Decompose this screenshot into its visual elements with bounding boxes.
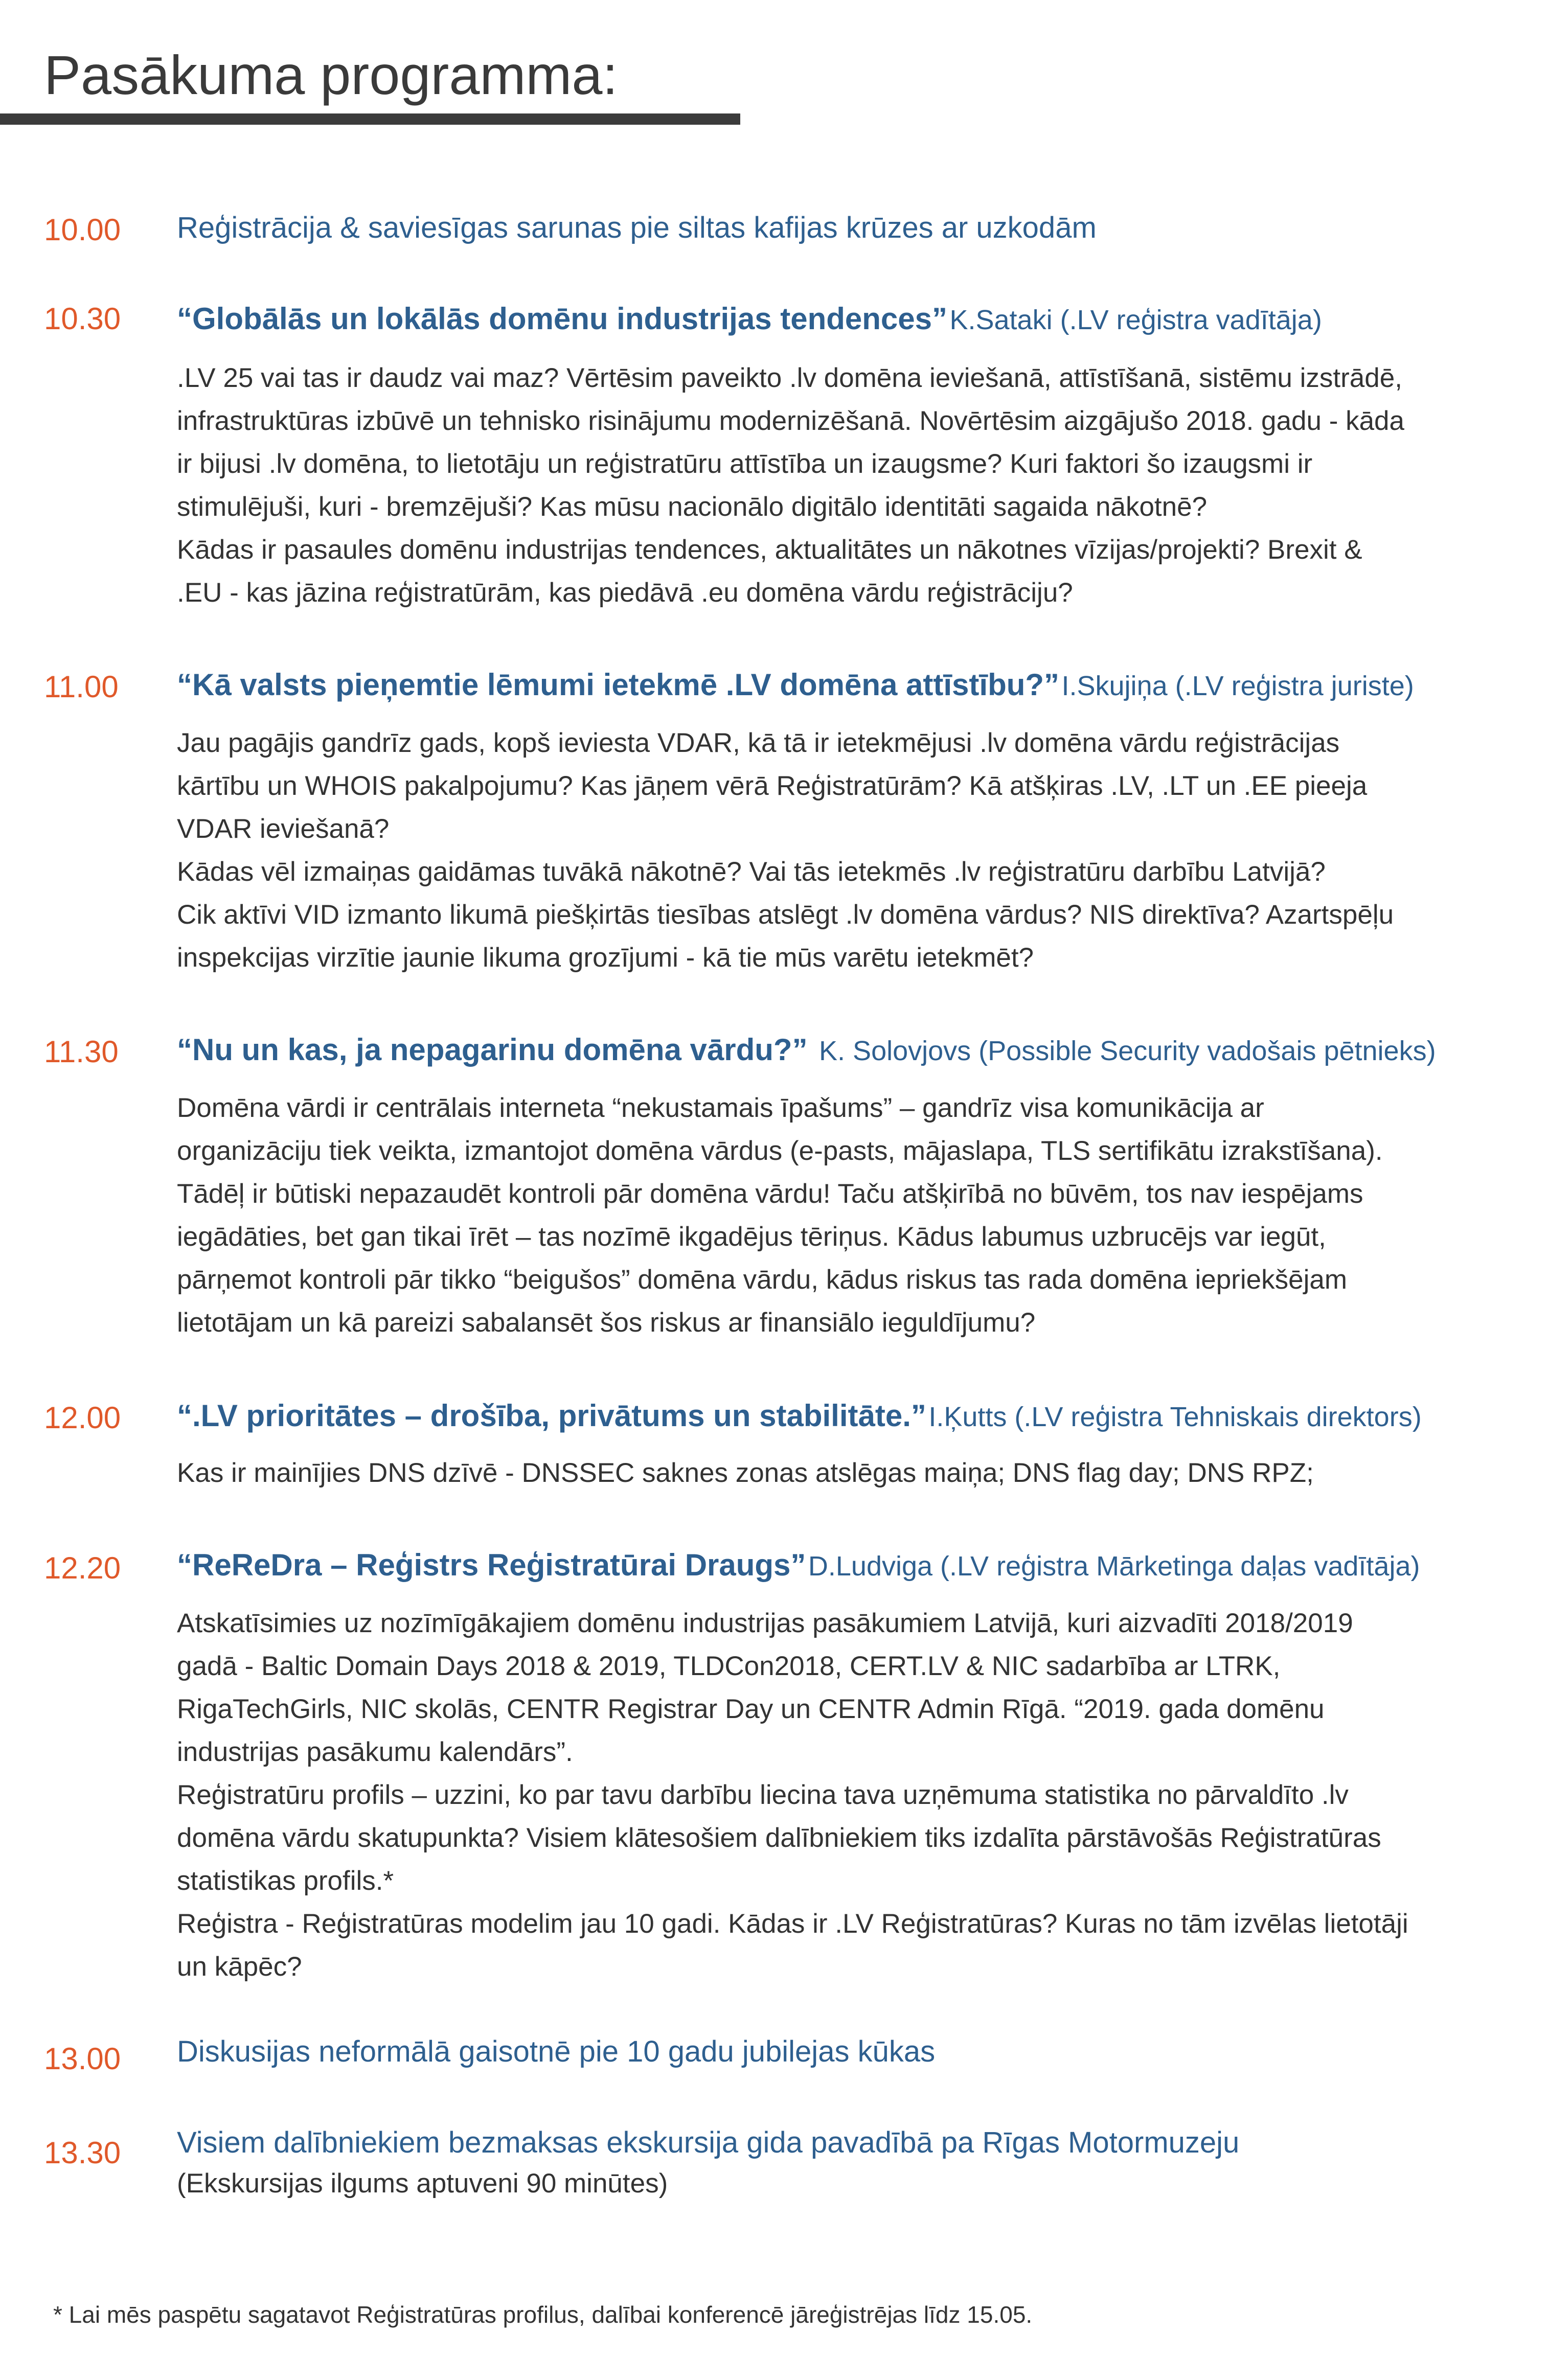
session-title: “Globālās un lokālās domēnu industrijas tendences” (177, 302, 948, 336)
description-line: infrastruktūras izbūvē un tehnisko risinājumu modernizēšanā. Novērtēsim aizgājušo 2018. gadu - kāda (177, 406, 1404, 436)
session-title: Reģistrācija & saviesīgas sarunas pie siltas kafijas krūzes ar uzkodām (177, 211, 1097, 244)
description-line: Atskatīsimies uz nozīmīgākajiem domēnu industrijas pasākumiem Latvijā, kuri aizvadīti 2018/2019 (177, 1608, 1353, 1638)
time-label: 11.00 (44, 670, 119, 704)
session-heading (177, 1397, 1516, 1444)
description-line: Domēna vārdi ir centrālais interneta “nekustamais īpašums” – gandrīz visa komunikācija ar (177, 1093, 1264, 1123)
title-underline (0, 113, 740, 125)
description-line: Kas ir mainījies DNS dzīvē - DNSSEC saknes zonas atslēgas maiņa; DNS flag day; DNS RPZ; (177, 1458, 1314, 1488)
description-line: lietotājam un kā pareizi sabalansēt šos riskus ar finansiālo ieguldījumu? (177, 1308, 1036, 1338)
description-line: Reģistra - Reģistratūras modelim jau 10 gadi. Kādas ir .LV Reģistratūras? Kuras no tām izvēlas lietotāji (177, 1909, 1408, 1939)
time-label: 11.30 (44, 1035, 119, 1069)
session-description (177, 357, 1496, 614)
session-speaker: K.Sataki (.LV reģistra vadītāja) (949, 305, 1322, 335)
description-line: Tādēļ ir būtiski nepazaudēt kontroli pār domēna vārdu! Taču atšķirībā no būvēm, tos nav iespējams (177, 1179, 1363, 1209)
session-title: “ReReDra – Reģistrs Reģistratūrai Draugs” (177, 1548, 806, 1582)
session-title: Diskusijas neformālā gaisotnē pie 10 gadu jubilejas kūkas (177, 2035, 936, 2068)
session-heading (177, 1031, 1516, 1078)
description-line: iegādāties, bet gan tikai īrēt – tas nozīmē ikgadējus tēriņus. Kādus labumus uzbrucējs var iegūt, (177, 1222, 1326, 1252)
time-label: 10.30 (44, 302, 121, 336)
description-line: Cik aktīvi VID izmanto likumā piešķirtās tiesības atslēgt .lv domēna vārdus? NIS direktīva? Azartspēļu (177, 900, 1394, 930)
time-label: 10.00 (44, 213, 121, 247)
description-line: pārņemot kontroli pār tikko “beigušos” domēna vārdu, kādus riskus tas rada domēna iepriekšējam (177, 1265, 1347, 1295)
time-label: 12.00 (44, 1401, 121, 1435)
description-line: Kādas ir pasaules domēnu industrijas tendences, aktualitātes un nākotnes vīzijas/projekti? Brexit & (177, 535, 1362, 565)
session-speaker: I.Skujiņa (.LV reģistra juriste) (1061, 671, 1414, 701)
description-line: kārtību un WHOIS pakalpojumu? Kas jāņem vērā Reģistratūrām? Kā atšķiras .LV, .LT un .EE pieeja (177, 771, 1368, 801)
session-speaker: D.Ludviga (.LV reģistra Mārketinga daļas vadītāja) (808, 1551, 1420, 1582)
description-line: inspekcijas virzītie jaunie likuma grozījumi - kā tie mūs varētu ietekmēt? (177, 943, 1034, 973)
description-line: .LV 25 vai tas ir daudz vai maz? Vērtēsim paveikto .lv domēna ieviešanā, attīstīšanā, sistēmu izstrādē, (177, 363, 1402, 393)
description-line: gadā - Baltic Domain Days 2018 & 2019, TLDCon2018, CERT.LV & NIC sadarbība ar LTRK, (177, 1651, 1281, 1681)
time-label: 12.20 (44, 1551, 121, 1585)
session-speaker: K. Solovjovs (Possible Security vadošais pētnieks) (819, 1036, 1436, 1066)
session-title: Visiem dalībniekiem bezmaksas ekskursija gida pavadībā pa Rīgas Motormuzeju (177, 2126, 1240, 2159)
session-heading (177, 1546, 1516, 1593)
description-line: industrijas pasākumu kalendārs”. (177, 1737, 573, 1767)
session-title: “Nu un kas, ja nepagarinu domēna vārdu?” (177, 1033, 808, 1067)
page-title: Pasākuma programma: (44, 44, 618, 106)
description-line: un kāpēc? (177, 1952, 302, 1982)
description-line: Jau pagājis gandrīz gads, kopš ieviesta VDAR, kā tā ir ietekmējusi .lv domēna vārdu reģistrācijas (177, 728, 1340, 758)
time-label: 13.30 (44, 2136, 121, 2170)
session-heading (177, 209, 1516, 255)
session-description (177, 2162, 1496, 2205)
session-title: “Kā valsts pieņemtie lēmumi ietekmē .LV domēna attīstību?” (177, 668, 1060, 702)
description-line: Reģistratūru profils – uzzini, ko par tavu darbību liecina tava uzņēmuma statistika no pārvaldīto .lv (177, 1780, 1349, 1810)
session-title: “.LV prioritātes – drošība, privātums un stabilitāte.” (177, 1399, 926, 1433)
description-line: domēna vārdu skatupunkta? Visiem klātesošiem dalībniekiem tiks izdalīta pārstāvošās Reģistratūras (177, 1823, 1381, 1853)
description-line: statistikas profils.* (177, 1866, 394, 1896)
description-line: (Ekskursijas ilgums aptuveni 90 minūtes) (177, 2168, 668, 2199)
description-line: stimulējuši, kuri - bremzējuši? Kas mūsu nacionālo digitālo identitāti sagaida nākotnē? (177, 492, 1208, 522)
description-line: RigaTechGirls, NIC skolās, CENTR Registrar Day un CENTR Admin Rīgā. “2019. gada domēnu (177, 1694, 1325, 1724)
description-line: organizāciju tiek veikta, izmantojot domēna vārdus (e-pasts, mājaslapa, TLS sertifikātu izrakstīšana). (177, 1136, 1383, 1166)
description-line: ir bijusi .lv domēna, to lietotāju un reģistratūru attīstība un izaugsme? Kuri faktori šo izaugsmi ir (177, 449, 1313, 479)
session-speaker: I.Ķutts (.LV reģistra Tehniskais direktors) (928, 1402, 1422, 1432)
session-description (177, 722, 1496, 979)
session-description (177, 1602, 1496, 1988)
description-line: .EU - kas jāzina reģistratūrām, kas piedāvā .eu domēna vārdu reģistrāciju? (177, 578, 1073, 608)
description-line: Kādas vēl izmaiņas gaidāmas tuvākā nākotnē? Vai tās ietekmēs .lv reģistratūru darbību Latvijā? (177, 857, 1326, 887)
time-label: 13.00 (44, 2042, 121, 2076)
session-heading (177, 666, 1516, 713)
description-line: VDAR ieviešanā? (177, 814, 390, 844)
session-heading (177, 300, 1516, 347)
session-description (177, 1087, 1496, 1344)
footnote: * Lai mēs paspētu sagatavot Reģistratūras profilus, dalībai konferencē jāreģistrējas līdz 15.05. (53, 2301, 1033, 2328)
session-heading (177, 2032, 1516, 2079)
session-description (177, 1452, 1496, 1495)
